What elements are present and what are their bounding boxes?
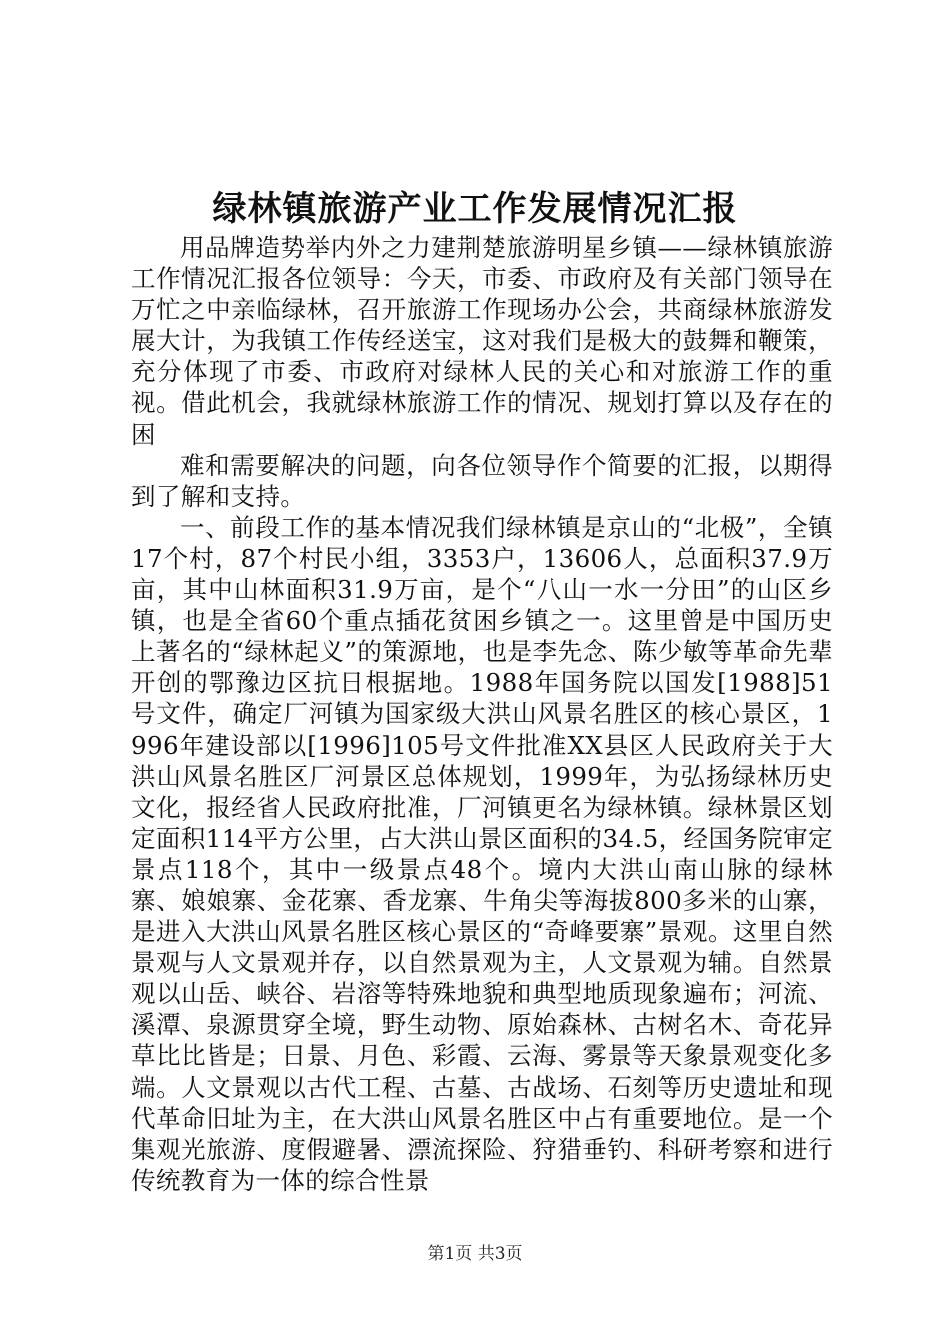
- paragraph-intro: 用品牌造势举内外之力建荆楚旅游明星乡镇——绿林镇旅游工作情况汇报各位领导：今天，市委、市政府及有关部门领导在万忙之中亲临绿林，召开旅游工作现场办公会，共商绿林旅游发展大计，为我镇工作传经送宝，这对我们是极大的鼓舞和鞭策，充分体现了市委、市政府对绿林人民的关心和对旅游工作的重视。借此机会，我就绿林旅游工作的情况、规划打算以及存在的困: [131, 233, 833, 449]
- paragraph-continuation: 难和需要解决的问题，向各位领导作个简要的汇报，以期得到了解和支持。: [131, 450, 833, 511]
- paragraph-section-one: 一、前段工作的基本情况我们绿林镇是京山的“北极”，全镇17个村，87个村民小组，3353户，13606人，总面积37.9万亩，其中山林面积31.9万亩，是个“八山一水一分田”的山区乡镇，也是全省60个重点插花贫困乡镇之一。这里曾是中国历史上著名的“绿林起义”的策源地，也是李先念、陈少敏等革命先辈开创的鄂豫边区抗日根据地。1988年国务院以国发[1988]51号文件，确定厂河镇为国家级大洪山风景名胜区的核心景区，1996年建设部以[1996]105号文件批准XX县区人民政府关于大洪山风景名胜区厂河景区总体规划，1999年，为弘扬绿林历史文化，报经省人民政府批准，厂河镇更名为绿林镇。绿林景区划定面积114平方公里，占大洪山景区面积的34.5，经国务院审定景点118个，其中一级景点48个。境内大洪山南山脉的绿林寨、娘娘寨、金花寨、香龙寨、牛角尖等海拔800多米的山寨，是进入大洪山风景名胜区核心景区的“奇峰要寨”景观。这里自然景观与人文景观并存，以自然景观为主，人文景观为辅。自然景观以山岳、峡谷、岩溶等特殊地貌和典型地质现象遍布；河流、溪潭、泉源贯穿全境，野生动物、原始森林、古树名木、奇花异草比比皆是；日景、月色、彩霞、云海、雾景等天象景观变化多端。人文景观以古代工程、古墓、古战场、石刻等历史遗址和现代革命旧址为主，在大洪山风景名胜区中占有重要地位。是一个集观光旅游、度假避暑、漂流探险、狩猎垂钓、科研考察和进行传统教育为一体的综合性景: [131, 512, 833, 1195]
- document-title: 绿林镇旅游产业工作发展情况汇报: [212, 189, 738, 229]
- document-body: [131, 232, 833, 1196]
- page-number: 第1页 共3页: [427, 1244, 523, 1264]
